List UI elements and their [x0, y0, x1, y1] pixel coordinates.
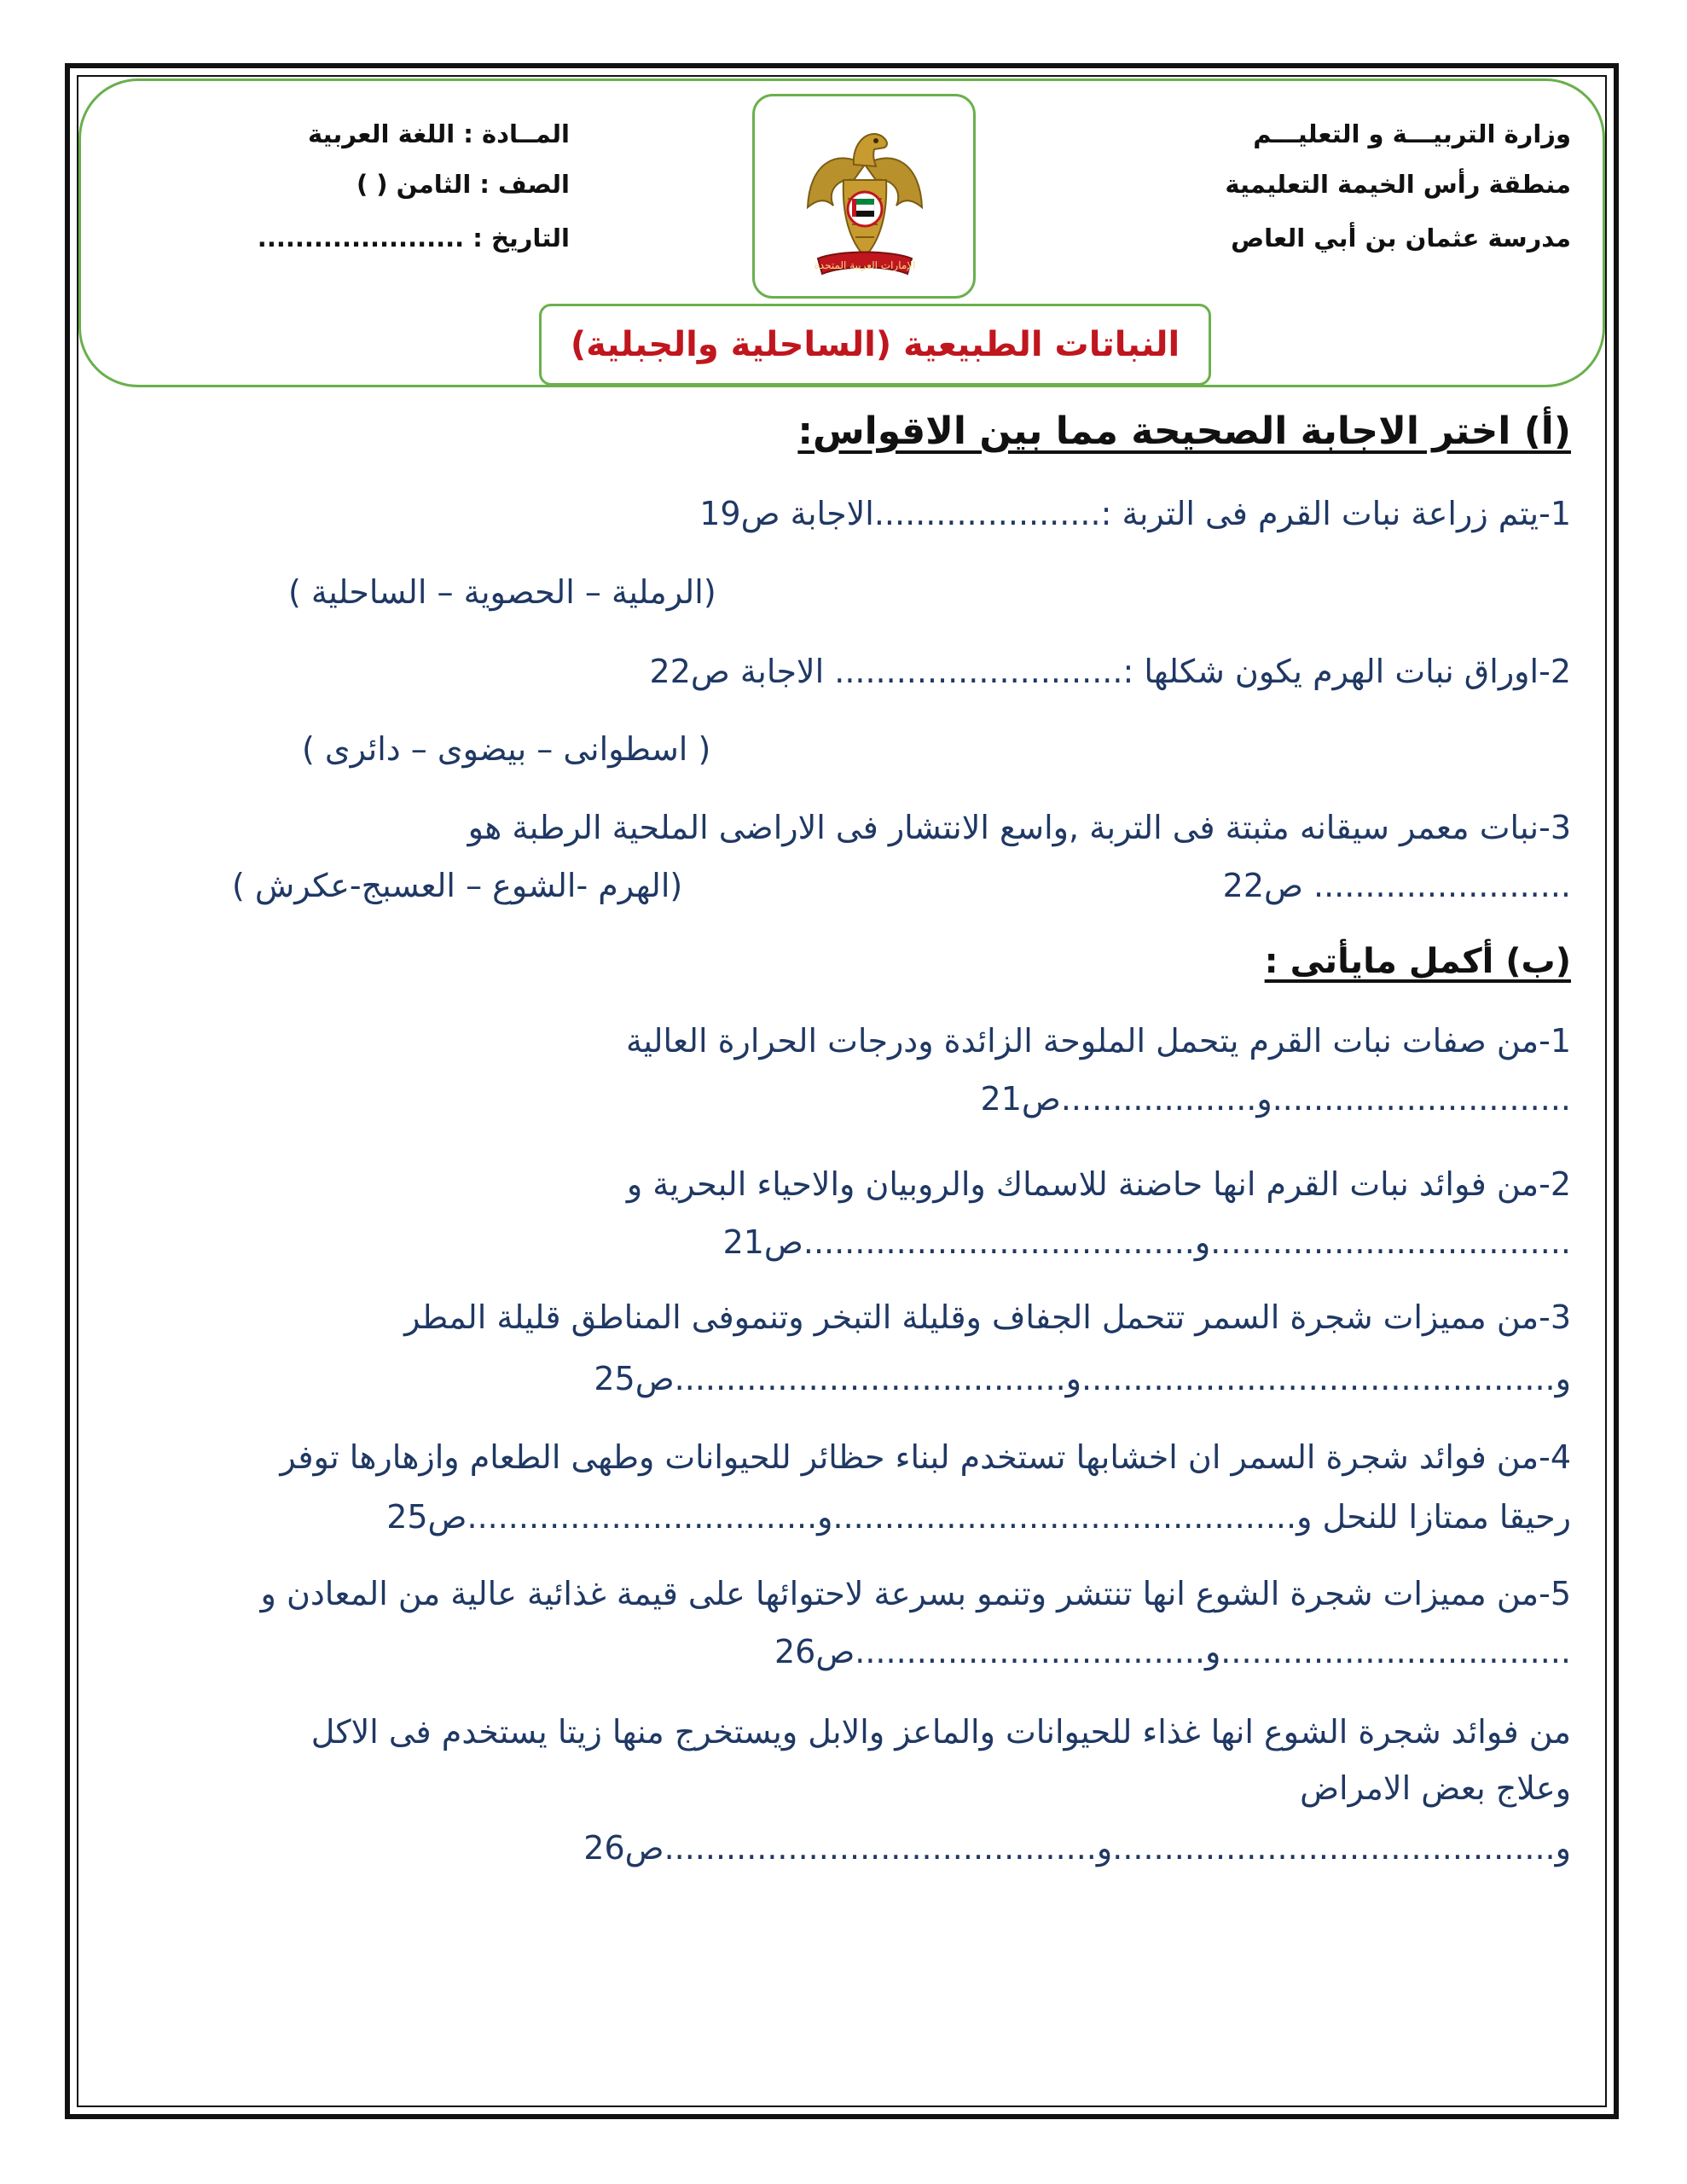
question-b2: 2-من فوائد نبات القرم انها حاضنة للاسماك والروبيان والاحياء البحرية و [626, 1165, 1571, 1203]
question-b1: 1-من صفات نبات القرم يتحمل الملوحة الزائدة ودرجات الحرارة العالية [626, 1022, 1571, 1060]
question-b5: 5-من مميزات شجرة الشوع انها تنتشر وتنمو بسرعة لاحتوائها على قيمة غذائية عالية من المعادن و [260, 1575, 1571, 1612]
grade-label: الصف : الثامن ( ) [356, 170, 570, 199]
question-b4: 4-من فوائد شجرة السمر ان اخشابها تستخدم لبناء حظائر للحيوانات وطهى الطعام وازهارها توفر [280, 1438, 1571, 1476]
emblem-frame [752, 94, 976, 299]
worksheet-title: النباتات الطبيعية (الساحلية والجبلية) [570, 325, 1180, 364]
question-b5-answer-line: ..................................و..................................ص26 [774, 1633, 1571, 1670]
ministry-name: وزارة التربيـــة و التعليـــم [1253, 119, 1571, 148]
question-a2-choices: ( اسطوانى – بيضوى – دائرى ) [302, 730, 711, 768]
question-b3-answer-line: و..............................................و......................................ص25 [594, 1360, 1571, 1397]
question-a3-answer-line: ......................... ص22 [1222, 867, 1571, 904]
question-b4-answer-line: رحيقا ممتازا للنحل و.............................................و..................................ص25 [386, 1498, 1571, 1536]
question-a1-choices: (الرملية – الحصوية – الساحلية ) [288, 573, 716, 611]
question-a1: 1-يتم زراعة نبات القرم فى التربة :......................الاجابة ص19 [699, 495, 1571, 532]
school-name: مدرسة عثمان بن أبي العاص [1231, 224, 1571, 253]
section-b-heading: (ب) أكمل مايأتى : [1264, 942, 1571, 981]
zone-name: منطقة رأس الخيمة التعليمية [1225, 170, 1571, 199]
question-a3: 3-نبات معمر سيقانه مثبتة فى التربة ,واسع الانتشار فى الاراضى الملحية الرطبة هو [467, 809, 1571, 846]
question-a2: 2-اوراق نبات الهرم يكون شكلها :............................ الاجابة ص22 [649, 653, 1571, 690]
question-b6: من فوائد شجرة الشوع انها غذاء للحيوانات والماعز والابل ويستخرج منها زيتا يستخدم فى الاكل [310, 1713, 1571, 1751]
question-b6-continuation: وعلاج بعض الامراض [1300, 1769, 1571, 1807]
question-b2-answer-line: ...................................و......................................ص21 [722, 1223, 1571, 1261]
question-b3: 3-من مميزات شجرة السمر تتحمل الجفاف وقليلة التبخر وتنموفى المناطق قليلة المطر [404, 1298, 1571, 1336]
section-a-heading: (أ) اختر الاجابة الصحيحة مما بين الاقواس: [797, 410, 1571, 453]
question-a3-choices: (الهرم -الشوع – العسبج-عكرش ) [232, 867, 683, 904]
title-frame [539, 304, 1211, 386]
subject-label: المــادة : اللغة العربية [307, 119, 570, 148]
question-b6-answer-line: و...........................................و..........................................ص26 [583, 1829, 1571, 1867]
date-label: التاريخ : ...................... [257, 224, 570, 253]
uae-emblem-icon [801, 113, 929, 284]
emblem-caption: الإمارات العربية المتحدة [814, 259, 916, 271]
question-b1-answer-line: .............................و...................ص21 [980, 1080, 1571, 1118]
